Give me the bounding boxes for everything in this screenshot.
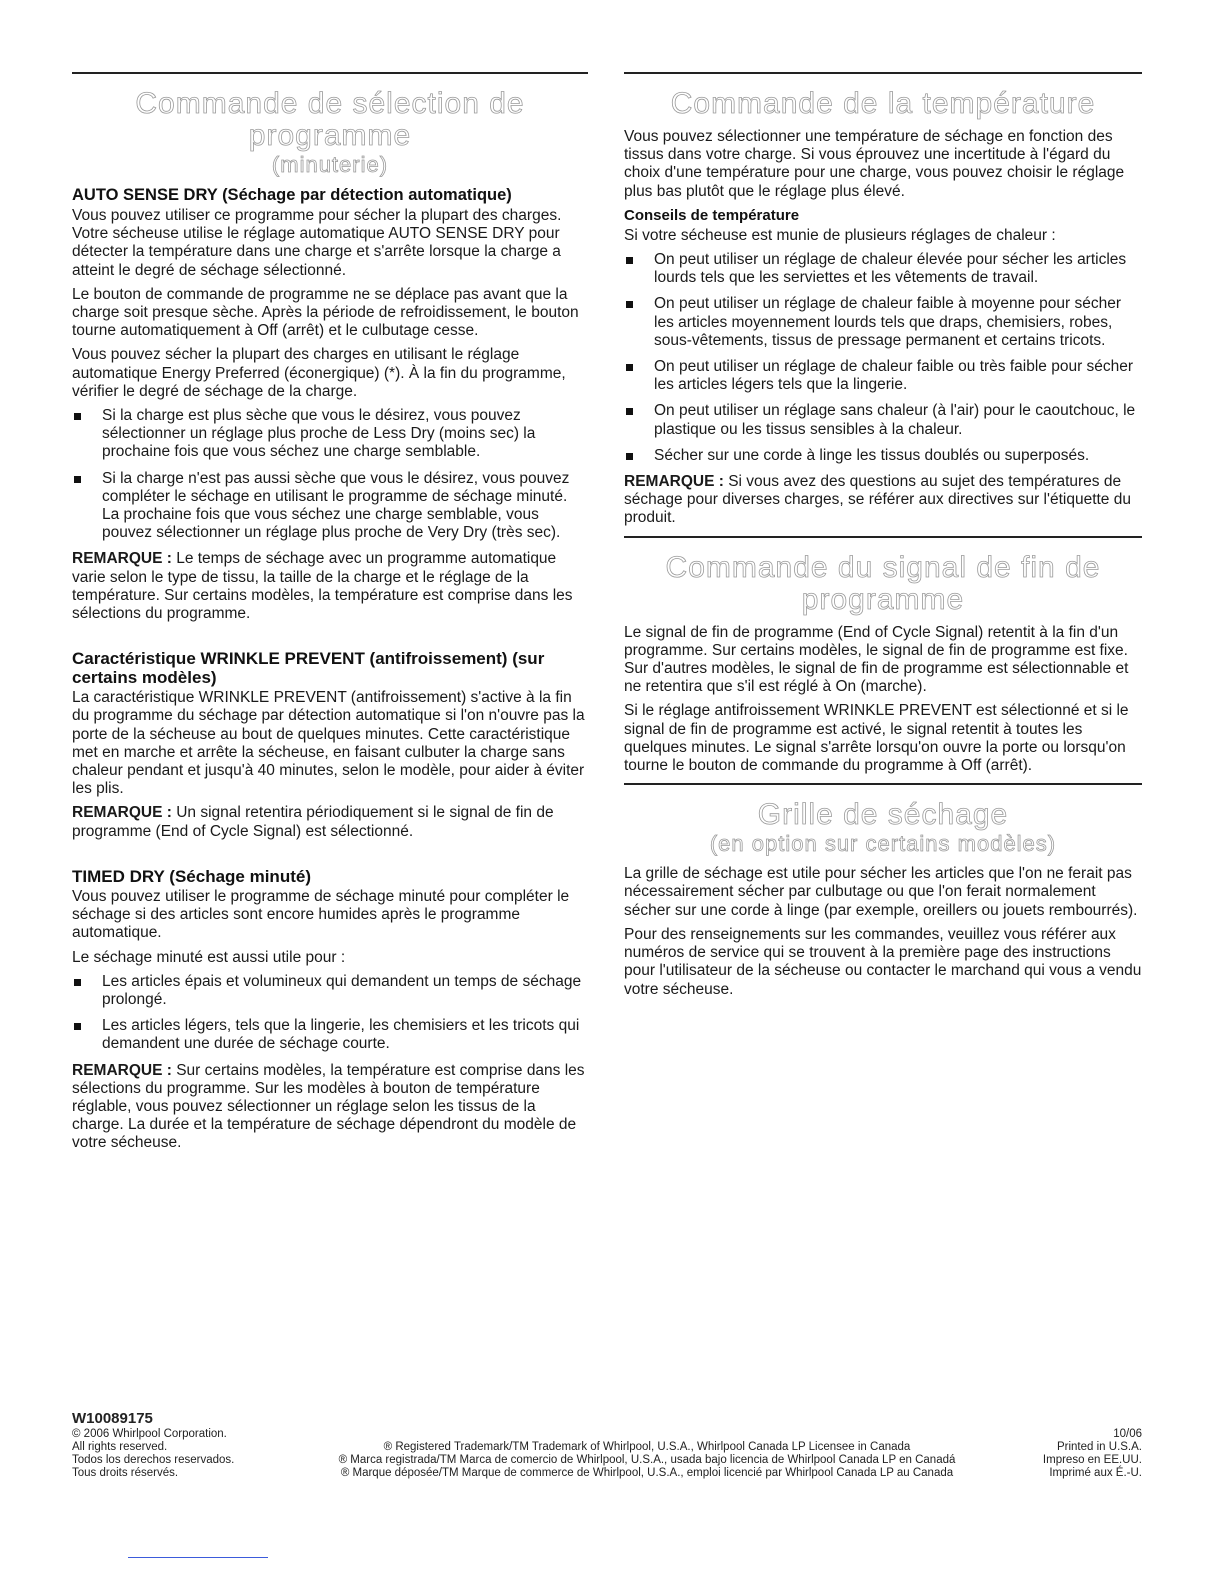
rights-text: Todos los derechos reservados.	[72, 1454, 235, 1466]
footer-row	[72, 1428, 1142, 1441]
list-item	[624, 295, 1142, 350]
section-title-text: Commande de sélection de programme	[135, 87, 525, 152]
section-divider	[624, 783, 1142, 785]
list-item	[72, 407, 588, 462]
list-item-text: Sécher sur une corde à linge les tissus doublés ou superposés.	[654, 446, 1090, 464]
temp-bullet-list	[624, 251, 1142, 465]
section-title-text: Commande de la température	[670, 87, 1096, 120]
list-item	[72, 1017, 588, 1053]
auto-paragraph-3: Vous pouvez sécher la plupart des charges en utilisant le réglage automatique Energy Preferred (éconergique) (*). À la fin du programme, vérifier le degré de séchage de la charge.	[72, 346, 566, 400]
section-title-program-selection	[72, 88, 588, 178]
wrinkle-note	[72, 804, 588, 840]
rights-text: All rights reserved.	[72, 1441, 168, 1453]
bullet-square-icon	[626, 257, 633, 264]
list-item-text: On peut utiliser un réglage de chaleur élevée pour sécher les articles lourds tels que les serviettes et les vêtements de travail.	[654, 251, 1127, 287]
document-code: W10089175	[72, 1410, 153, 1427]
section-title-drying-rack	[624, 799, 1142, 857]
section-title-temperature	[624, 88, 1142, 120]
trademark-text: ® Marca registrada/TM Marca de comercio de Whirlpool, U.S.A., usada bajo licencia de Whirlpool Canada LP en Canadá	[338, 1454, 956, 1466]
footer-row	[72, 1454, 1142, 1467]
section-subtitle-text: (minuterie)	[271, 152, 389, 177]
list-item-text: On peut utiliser un réglage de chaleur faible ou très faible pour sécher les articles légers tels que la lingerie.	[654, 358, 1134, 394]
bullet-square-icon	[626, 453, 633, 460]
section-subtitle-text: programme	[801, 582, 965, 616]
rack-paragraph-1: La grille de séchage est utile pour sécher les articles que l'on ne ferait pas nécessairement sécher par culbutage ou que l'on ferait normalement sécher sur une corde à linge (par exemple, oreillers ou jouets rembourrés).	[624, 865, 1138, 919]
timed-paragraph-1: Vous pouvez utiliser le programme de séchage minuté pour compléter le séchage si des articles sont encore humides après le programme automatique.	[72, 887, 570, 942]
section-title-end-signal	[624, 552, 1142, 616]
note-text: Le temps de séchage avec un programme automatique varie selon le type de tissu, la taille de la charge et le réglage de la température. Sur certains modèles, la température est comprise dans les sélections du programme.	[72, 550, 573, 623]
list-item-text: Si la charge est plus sèche que vous le désirez, vous pouvez sélectionner un réglage plus proche de Less Dry (moins sec) la prochaine fois que vous séchez une charge semblable.	[102, 407, 536, 461]
temp-paragraph-2: Si votre sécheuse est munie de plusieurs réglages de chaleur :	[624, 226, 1056, 244]
bullet-square-icon	[74, 1023, 81, 1030]
bullet-square-icon	[74, 476, 81, 483]
auto-sense-dry-heading: AUTO SENSE DRY (Séchage par détection automatique)	[72, 186, 512, 204]
section-divider	[72, 72, 588, 74]
list-item-text: Si la charge n'est pas aussi sèche que vous le désirez, vous pouvez compléter le séchage en utilisant le programme de séchage minuté. La prochaine fois que vous séchez une charge semblable, vous pouvez sélectionner un réglage plus proche de Very Dry (très sec).	[102, 469, 570, 542]
bullet-square-icon	[626, 408, 633, 415]
date-code: 10/06	[1113, 1428, 1142, 1440]
list-item-text: Les articles légers, tels que la lingerie, les chemisiers et les tricots qui demandent une durée de séchage courte.	[102, 1017, 580, 1053]
bullet-square-icon	[626, 301, 633, 308]
section-divider	[624, 536, 1142, 538]
trademark-text: ® Registered Trademark/TM Trademark of Whirlpool, U.S.A., Whirlpool Canada LP Licensee in Canada	[383, 1441, 911, 1453]
list-item	[72, 973, 588, 1009]
timed-dry-heading: TIMED DRY (Séchage minuté)	[72, 866, 311, 886]
footer-row	[72, 1467, 1142, 1480]
note-label: REMARQUE :	[72, 550, 172, 568]
bullet-square-icon	[74, 979, 81, 986]
note-label: REMARQUE :	[72, 804, 172, 822]
list-item-text: On peut utiliser un réglage sans chaleur (à l'air) pour le caoutchouc, le plastique ou les tissus sensibles à la chaleur.	[654, 402, 1136, 438]
rack-paragraph-2: Pour des renseignements sur les commandes, veuillez vous référer aux numéros de service qui se trouvent à la première page des instructions pour l'utilisateur de la sécheuse ou contacter le marchand qui vous a vendu votre sécheuse.	[624, 925, 1142, 998]
note-label: REMARQUE :	[624, 473, 724, 491]
right-column	[624, 72, 1142, 1005]
section-title-text: Grille de séchage	[757, 798, 1009, 832]
temperature-tips-heading: Conseils de température	[624, 206, 800, 224]
section-subtitle-text: (en option sur certains modèles)	[709, 831, 1057, 857]
auto-bullet-list	[72, 407, 588, 542]
list-item	[624, 402, 1142, 438]
signal-paragraph-1: Le signal de fin de programme (End of Cycle Signal) retentit à la fin d'un programme. Sur certains modèles, le signal de fin de programme est fixe. Sur d'autres modèles, le signal de fin de programme est sélectionnable et ne retentira que s'il est réglé à On (marche).	[624, 623, 1129, 696]
note-text: Sur certains modèles, la température est comprise dans les sélections du programme. Sur les modèles à bouton de température réglable, vous pouvez sélectionner un réglage selon les tissus de la charge. La durée et la température de séchage dépendront du modèle de votre sécheuse.	[72, 1061, 585, 1152]
list-item-text: On peut utiliser un réglage de chaleur faible à moyenne pour sécher les articles moyennement lourds tels que draps, chemisiers, robes, sous-vêtements, tissus de pressage permanent et certains tricots.	[654, 295, 1122, 349]
page-footer	[72, 1412, 1142, 1480]
printed-in-text: Imprimé aux É.-U.	[1049, 1467, 1142, 1479]
temp-paragraph-1: Vous pouvez sélectionner une température de séchage en fonction des tissus dans votre charge. Si vous éprouvez une incertitude à l'égard du choix d'une température pour une charge, vous pouvez choisir le réglage plus bas plutôt que le réglage plus élevé.	[624, 128, 1125, 200]
list-item-text: Les articles épais et volumineux qui demandent un temps de séchage prolongé.	[102, 972, 582, 1008]
temp-note	[624, 473, 1142, 528]
signal-paragraph-2: Si le réglage antifroissement WRINKLE PREVENT est sélectionné et si le signal de fin de programme est activé, le signal retentit à toutes les quelques minutes. Le signal s'arrête lorsqu'on ouvre la porte ou lorsqu'on tourne le bouton de commande du programme à Off (arrêt).	[624, 702, 1129, 775]
list-item	[624, 251, 1142, 287]
bottom-line	[128, 1557, 268, 1558]
note-label: REMARQUE :	[72, 1061, 172, 1079]
timed-note	[72, 1062, 588, 1153]
list-item	[624, 358, 1142, 394]
list-item	[624, 447, 1142, 465]
left-column	[72, 72, 588, 1159]
note-text: Si vous avez des questions au sujet des températures de séchage pour diverses charges, se référer aux directives sur l'étiquette du produit.	[624, 473, 1131, 527]
printed-in-text: Impreso en EE.UU.	[1042, 1454, 1142, 1466]
section-title-text: Commande du signal de fin de	[665, 550, 1101, 584]
wrinkle-prevent-heading: Caractéristique WRINKLE PREVENT (antifroissement) (sur certains modèles)	[72, 649, 545, 688]
list-item	[72, 470, 588, 543]
section-divider	[624, 72, 1142, 74]
timed-paragraph-2: Le séchage minuté est aussi utile pour :	[72, 948, 346, 966]
footer-row	[72, 1441, 1142, 1454]
timed-bullet-list	[72, 973, 588, 1054]
printed-in-text: Printed in U.S.A.	[1056, 1441, 1142, 1453]
trademark-text: ® Marque déposée/TM Marque de commerce de Whirlpool, U.S.A., emploi licencié par Whirlpool Canada LP au Canada	[340, 1467, 954, 1479]
bullet-square-icon	[74, 413, 81, 420]
auto-paragraph-2: Le bouton de commande de programme ne se déplace pas avant que la charge soit presque sèche. Après la période de refroidissement, le bouton tourne automatiquement à Off (arrêt) et le culbutage cesse.	[72, 285, 579, 340]
rights-text: Tous droits réservés.	[72, 1467, 179, 1479]
copyright-text: © 2006 Whirlpool Corporation.	[72, 1428, 227, 1440]
auto-paragraph-1: Vous pouvez utiliser ce programme pour sécher la plupart des charges. Votre sécheuse utilise le réglage automatique AUTO SENSE DRY pour détecter la température dans une charge et s'arrête lorsque la charge a atteint le degré de séchage sélectionné.	[72, 207, 562, 279]
note-text: Un signal retentira périodiquement si le signal de fin de programme (End of Cycle Signal) est sélectionné.	[72, 804, 554, 840]
bullet-square-icon	[626, 364, 633, 371]
wrinkle-paragraph-1: La caractéristique WRINKLE PREVENT (antifroissement) s'active à la fin du programme du séchage par détection automatique si l'on n'ouvre pas la porte de la sécheuse au bout de quelques minutes. Cette caractéristique met en marche et arrête la sécheuse, en faisant culbuter la charge sans chaleur pendant et jusqu'à 40 minutes, selon le modèle, pour aider à éviter les plis.	[72, 689, 585, 798]
auto-note	[72, 550, 588, 623]
